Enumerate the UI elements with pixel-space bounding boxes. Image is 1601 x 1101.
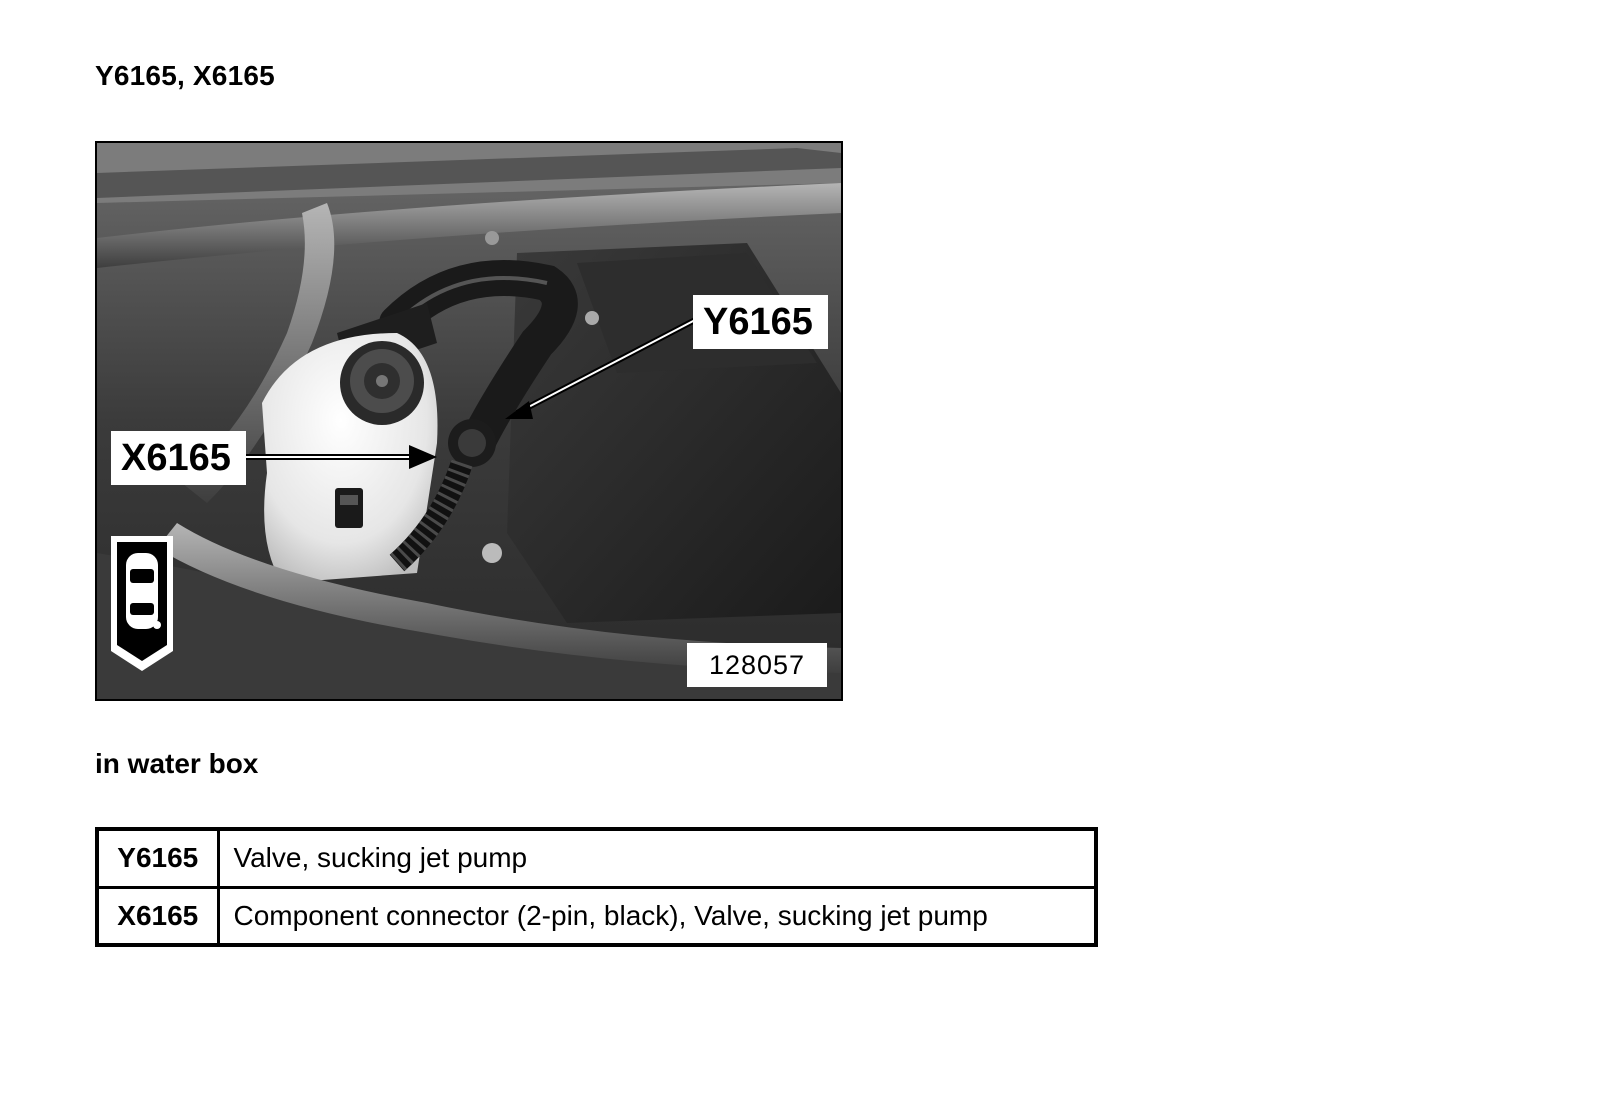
callout-label-y6165: Y6165 — [693, 295, 828, 349]
table-row — [97, 829, 1096, 887]
component-code: Y6165 — [97, 829, 218, 887]
component-description: Component connector (2-pin, black), Valve, sucking jet pump — [218, 887, 1096, 945]
image-number: 128057 — [687, 643, 827, 687]
photo-illustration — [97, 143, 841, 699]
table-row — [97, 887, 1096, 945]
component-code: X6165 — [97, 887, 218, 945]
car-top-view-front-icon — [111, 536, 173, 671]
legend-table — [95, 827, 1098, 947]
location-caption: in water box — [95, 748, 259, 779]
component-description: Valve, sucking jet pump — [218, 829, 1096, 887]
engine-bay-photo — [95, 141, 843, 701]
callout-label-x6165: X6165 — [111, 431, 246, 485]
page-title: Y6165, X6165 — [95, 60, 275, 91]
